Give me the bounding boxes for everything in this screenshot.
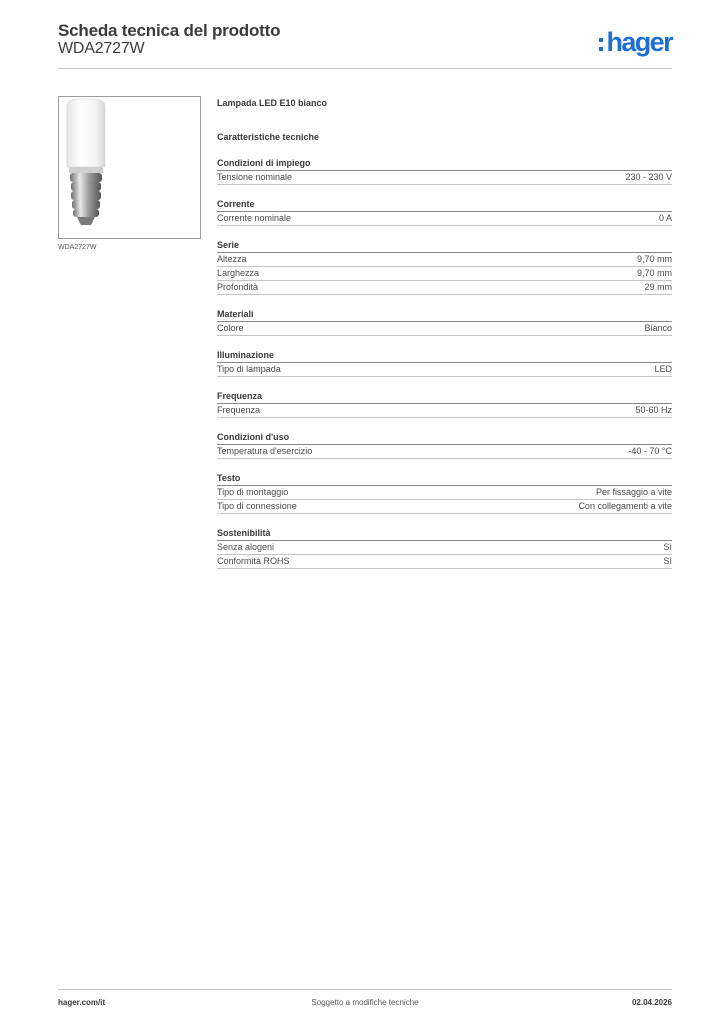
spec-row: [217, 212, 672, 226]
spec-label: Colore: [217, 323, 244, 333]
hager-logo: [599, 26, 672, 56]
spec-value: 9,70 mm: [636, 254, 672, 264]
spec-row: [217, 253, 672, 267]
spec-label: Tipo di montaggio: [217, 487, 289, 497]
spec-value: 29 mm: [644, 282, 672, 292]
footer-divider: [58, 989, 672, 990]
spec-label: Conformità ROHS: [217, 556, 290, 566]
page-header: [58, 20, 672, 70]
spec-row: [217, 171, 672, 185]
product-name: Lampada LED E10 bianco: [217, 98, 328, 108]
spec-row: [217, 363, 672, 377]
spec-value: 50-60 Hz: [635, 405, 672, 415]
spec-group-title: Corrente: [217, 197, 672, 212]
spec-group-title: Illuminazione: [217, 348, 672, 363]
spec-group-title: Frequenza: [217, 389, 672, 404]
spec-group-title: Condizioni di impiego: [217, 156, 672, 171]
spec-group-title: Serie: [217, 238, 672, 253]
spec-value: 0 A: [658, 213, 672, 223]
spec-label: Tipo di connessione: [217, 501, 297, 511]
footer-note: Soggetto a modifiche tecniche: [311, 998, 419, 1007]
led-lamp-icon: [59, 97, 200, 238]
spec-value: Con collegamenti a vite: [578, 501, 672, 511]
spec-value: Per fissaggio a vite: [595, 487, 672, 497]
spec-label: Frequenza: [217, 405, 261, 415]
logo-dots-icon: [599, 38, 603, 51]
product-code: WDA2727W: [58, 40, 145, 57]
spec-label: Tipo di lampada: [217, 364, 281, 374]
spec-label: Corrente nominale: [217, 213, 292, 223]
spec-label: Altezza: [217, 254, 247, 264]
spec-label: Tensione nominale: [217, 172, 293, 182]
spec-group-title: Condizioni d'uso: [217, 430, 672, 445]
specs-heading: Caratteristiche tecniche: [217, 132, 320, 142]
spec-value: LED: [654, 364, 672, 374]
spec-label: Profondità: [217, 282, 259, 292]
spec-row: [217, 541, 672, 555]
spec-label: Temperatura d'esercizio: [217, 446, 313, 456]
spec-group-title: Testo: [217, 471, 672, 486]
spec-row: [217, 404, 672, 418]
spec-value: 230 - 230 V: [625, 172, 672, 182]
footer-date: 02.04.2026: [631, 998, 672, 1007]
spec-row: [217, 555, 672, 569]
spec-value: Bianco: [644, 323, 672, 333]
spec-row: [217, 281, 672, 295]
spec-row: [217, 322, 672, 336]
spec-value: Sì: [663, 542, 672, 552]
page-title: Scheda tecnica del prodotto: [58, 21, 281, 40]
footer-website: hager.com/it: [58, 998, 106, 1007]
product-image: [58, 96, 201, 239]
logo-text: hager: [606, 27, 672, 57]
spec-value: -40 - 70 °C: [628, 446, 672, 456]
spec-sheet: [217, 92, 672, 569]
image-caption: WDA2727W: [58, 244, 97, 251]
spec-label: Larghezza: [217, 268, 260, 278]
spec-value: Sì: [663, 556, 672, 566]
spec-label: Senza alogeni: [217, 542, 275, 552]
spec-row: [217, 445, 672, 459]
spec-value: 9,70 mm: [636, 268, 672, 278]
spec-row: [217, 486, 672, 500]
spec-row: [217, 500, 672, 514]
spec-group-title: Materiali: [217, 307, 672, 322]
spec-group-title: Sostenibilità: [217, 526, 672, 541]
spec-row: [217, 267, 672, 281]
header-divider: [58, 68, 672, 69]
spec-groups: [217, 156, 672, 569]
